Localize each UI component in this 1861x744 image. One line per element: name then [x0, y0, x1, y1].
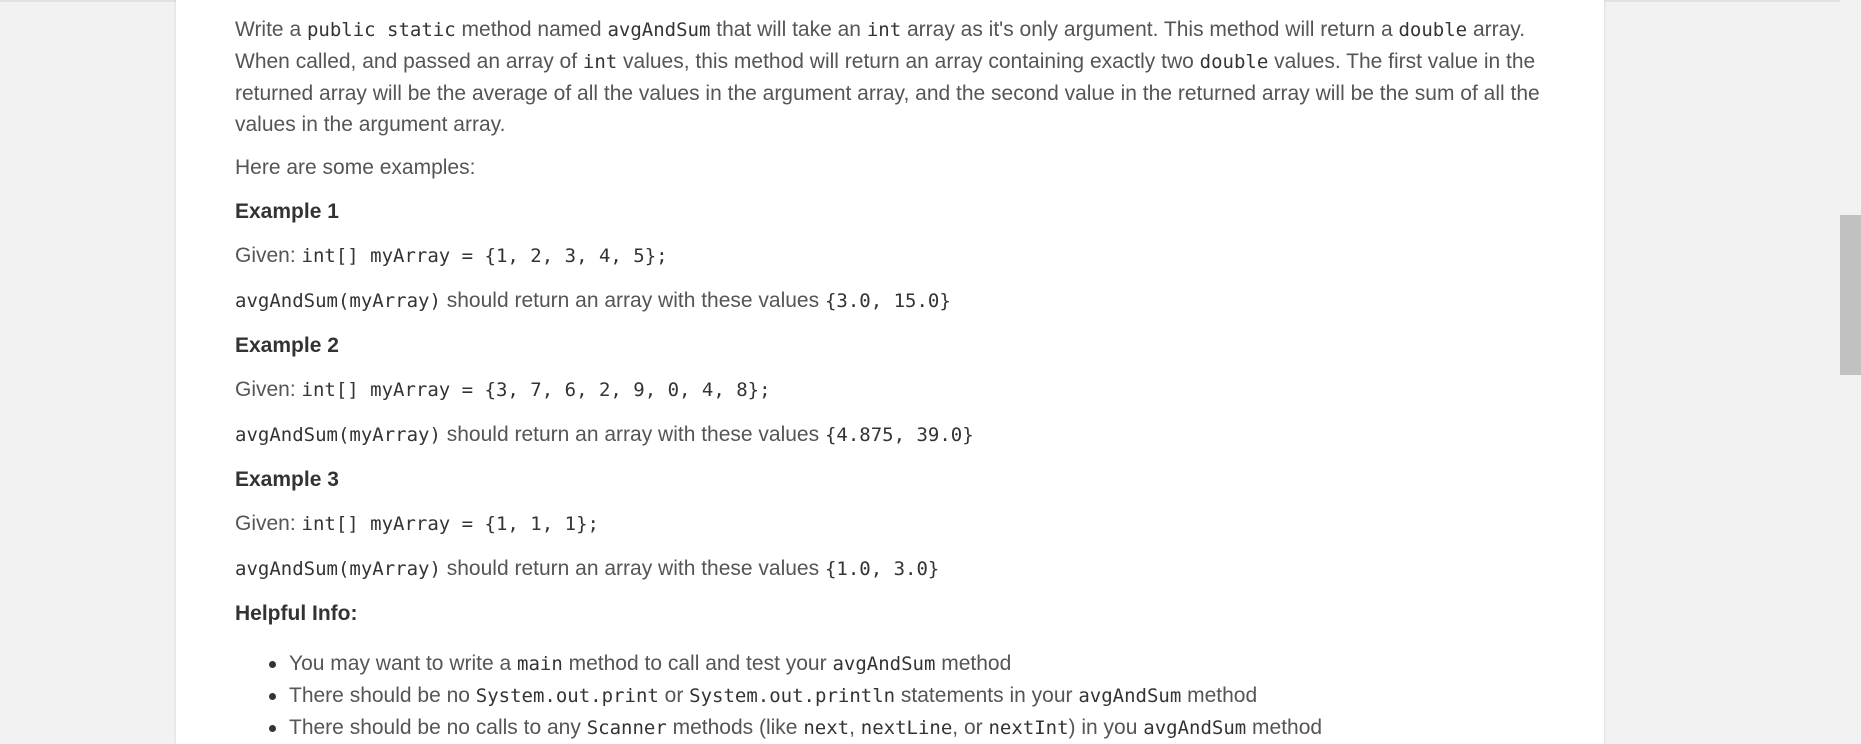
scrollbar-thumb[interactable]: [1840, 215, 1861, 375]
examples-intro: Here are some examples:: [235, 156, 476, 179]
example-given: Given: int[] myArray = {1, 1, 1};: [235, 512, 599, 535]
example-heading: Example 2: [235, 334, 339, 357]
example-heading: Example 1: [235, 200, 339, 223]
list-item: You may want to write a main method to call and test your avgAndSum method: [289, 648, 1555, 680]
example-heading: Example 3: [235, 468, 339, 491]
helpful-info-list: [235, 648, 1555, 744]
helpful-info-heading: Helpful Info:: [235, 602, 358, 625]
list-item: There should be no System.out.print or System.out.println statements in your avgAndSum method: [289, 680, 1555, 712]
list-item: There should be no calls to any Scanner methods (like next, nextLine, or nextInt) in you avgAndSum method: [289, 712, 1555, 744]
problem-description: [235, 14, 1555, 744]
example-result: avgAndSum(myArray) should return an array with these values {3.0, 15.0}: [235, 289, 951, 312]
example-result: avgAndSum(myArray) should return an array with these values {4.875, 39.0}: [235, 423, 974, 446]
intro-paragraph: Write a public static method named avgAndSum that will take an int array as it's only argument. This method will return a double array. When called, and passed an array of int values, this method will return an array containing exactly two double values. The first value in the returned array will be the average of all the values in the argument array, and the second value in the returned array will be the sum of all the values in the argument array.: [235, 18, 1540, 136]
example-result: avgAndSum(myArray) should return an array with these values {1.0, 3.0}: [235, 557, 940, 580]
example-given: Given: int[] myArray = {1, 2, 3, 4, 5};: [235, 244, 668, 267]
example-given: Given: int[] myArray = {3, 7, 6, 2, 9, 0, 4, 8};: [235, 378, 771, 401]
scrollbar-track[interactable]: [1840, 0, 1861, 744]
